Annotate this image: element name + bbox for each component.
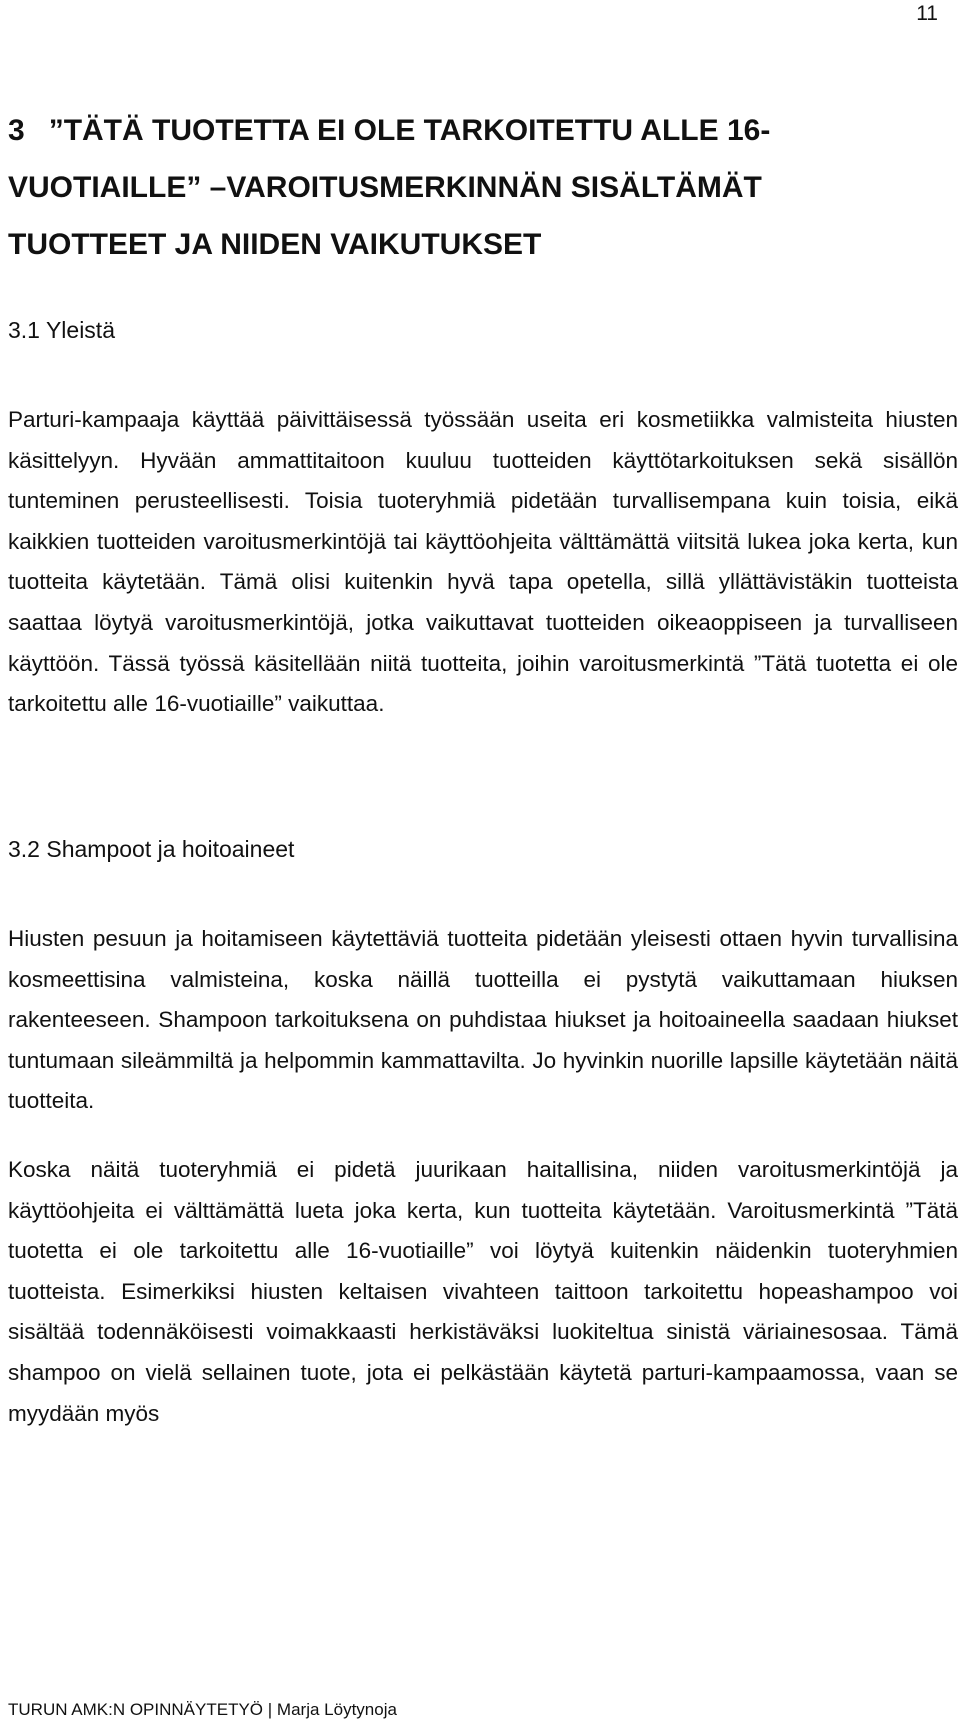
paragraph-shampoos-2: Koska näitä tuoteryhmiä ei pidetä juurikaan haitallisina, niiden varoitusmerkintöjä ja käyttöohjeita ei välttämättä lueta joka kerta, kun tuotteita käytetään. Varoitusmerkintä ”Tätä tuotetta ei ole tarkoitettu alle 16-vuotiaille” voi löytyä kuitenkin näidenkin tuoteryhmien tuotteista. Esimerkiksi hiusten keltaisen vivahteen taittoon tarkoitettu hopeashampoo voi sisältää todennäköisesti voimakkaasti herkistäväksi luokiteltua sinistä väriainesosaa. Tämä shampoo on vielä sellainen tuote, jota ei pelkästään käytetä parturi-kampaamossa, vaan se myydään myös [8,1157,958,1426]
footer [8,1700,397,1720]
section-heading-shampoos: 3.2 Shampoot ja hoitoaineet [8,836,295,862]
chapter-title-text: ”TÄTÄ TUOTETTA EI OLE TARKOITETTU ALLE 16-VUOTIAILLE” –VAROITUSMERKINNÄN SISÄLTÄMÄT TUOTTEET JA NIIDEN VAIKUTUKSET [8,114,771,261]
page-number: 11 [916,2,938,25]
paragraph-shampoos-1: Hiusten pesuun ja hoitamiseen käytettäviä tuotteita pidetään yleisesti ottaen hyvin turvallisina kosmeettisina valmisteina, koska näillä tuotteilla ei pystytä vaikuttamaan hiuksen rakenteeseen. Shampoon tarkoituksena on puhdistaa hiukset ja hoitoaineella saadaan hiukset tuntumaan sileämmiltä ja helpommin kammattavilta. Jo hyvinkin nuorille lapsille käytetään näitä tuotteita. [8,926,958,1114]
section-heading-general: 3.1 Yleistä [8,317,115,343]
chapter-number: 3 [8,114,25,147]
footer-author: Marja Löytynoja [276,1700,397,1719]
footer-separator: | [267,1700,273,1719]
paragraph-general: Parturi-kampaaja käyttää päivittäisessä työssään useita eri kosmetiikka valmisteita hiusten käsittelyyn. Hyvään ammattitaitoon kuuluu tuotteiden käyttötarkoituksen sekä sisällön tunteminen perusteellisesti. Toisia tuoteryhmiä pidetään turvallisempana kuin toisia, eikä kaikkien tuotteiden varoitusmerkintöjä tai käyttöohjeita välttämättä viitsitä lukea joka kerta, kun tuotteita käytetään. Tämä olisi kuitenkin hyvä tapa opetella, sillä yllättävistäkin tuotteista saattaa löytyä varoitusmerkintöjä, jotka vaikuttavat tuotteiden oikeaoppiseen ja turvalliseen käyttöön. Tässä työssä käsitellään niitä tuotteita, joihin varoitusmerkintä ”Tätä tuotetta ei ole tarkoitettu alle 16-vuotiaille” vaikuttaa. [8,407,958,717]
footer-school: TURUN AMK:N OPINNÄYTETYÖ [8,1700,264,1719]
chapter-title [8,102,913,273]
